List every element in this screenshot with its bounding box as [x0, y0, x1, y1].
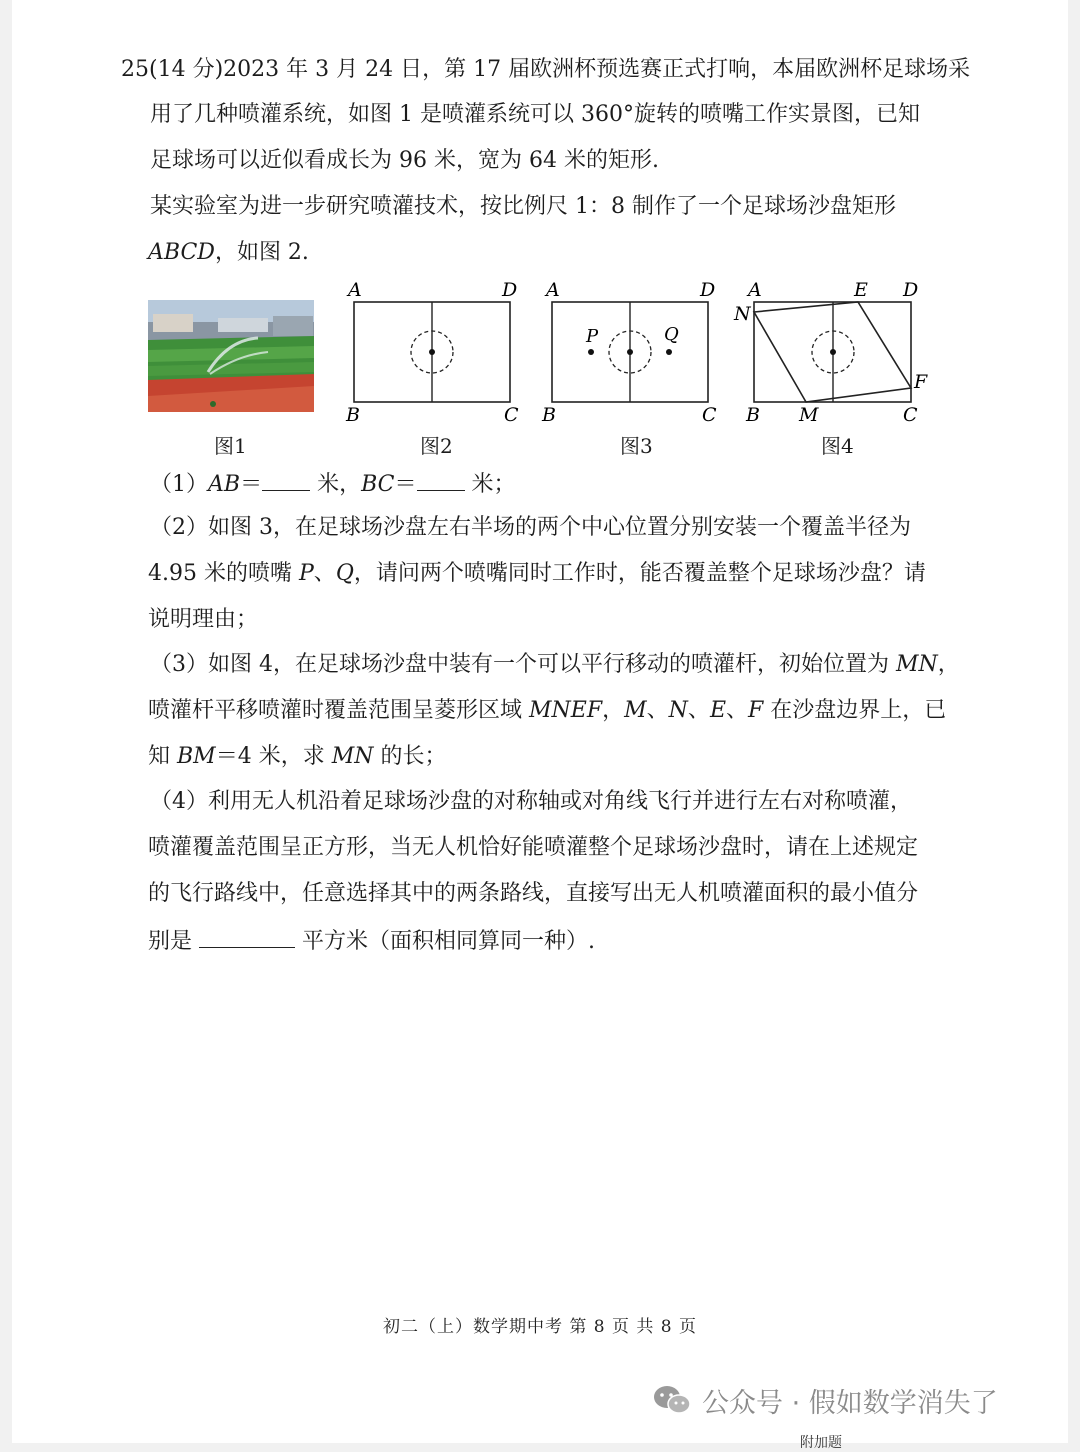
fig3-point-q [666, 349, 672, 355]
q1-bc-answer-blank[interactable] [417, 468, 465, 491]
q4-line-2: 喷灌覆盖范围呈正方形，当无人机恰好能喷灌整个足球场沙盘时，请在上述规定 [148, 835, 919, 860]
q1-bc: BC [361, 472, 395, 497]
bottom-fragment: 附加题 [800, 1435, 842, 1451]
fig3-label-a: A [546, 279, 560, 301]
fig4-label-d: D [903, 279, 919, 301]
problem-line-1: 25(14 分)2023 年 3 月 24 日，第 17 届欧洲杯预选赛正式打响，本届欧洲杯足球场采 [121, 57, 971, 82]
q3-line-1-b: ， [937, 652, 960, 677]
q4-answer-blank[interactable] [199, 925, 295, 948]
q3-mn: MN [895, 652, 938, 677]
q3-bm: BM [177, 744, 216, 769]
fig3-point-p [588, 349, 594, 355]
fig4-label-b: B [746, 404, 760, 426]
q1-eq1: ＝ [240, 472, 263, 497]
problem-line-5 [148, 238, 309, 268]
fig4-label-n: N [734, 303, 751, 325]
figure-3 [538, 276, 728, 426]
q2-line-2-a: 4.95 米的喷嘴 [148, 561, 299, 586]
q3-line-3 [148, 742, 446, 772]
q3-line-2-a: 喷灌杆平移喷灌时覆盖范围呈菱形区域 [148, 698, 529, 723]
figure-3-caption: 图3 [620, 434, 653, 458]
watermark [652, 1380, 998, 1420]
fig2-center-dot [429, 349, 435, 355]
wechat-icon [652, 1384, 692, 1416]
q1-unit1: 米， [310, 472, 362, 497]
q4-line-4 [148, 925, 595, 957]
q2-sep: 、 [313, 561, 336, 586]
q2-line-1: （2）如图 3，在足球场沙盘左右半场的两个中心位置分别安装一个覆盖半径为 [150, 515, 911, 540]
figure-2 [340, 276, 530, 426]
q2-point-p: P [298, 561, 314, 586]
q3-sep2: 、 [687, 698, 710, 723]
q3-mnef: MNEF [529, 698, 603, 723]
q1-eq2: ＝ [394, 472, 417, 497]
question-1-line [150, 468, 516, 500]
fig2-label-a: A [348, 279, 362, 301]
q3-line-2 [148, 696, 946, 726]
fig2-label-c: C [504, 404, 519, 426]
figure-1-photo [148, 300, 314, 412]
q4-line-3: 的飞行路线中，任意选择其中的两条路线，直接写出无人机喷灌面积的最小值分 [148, 881, 919, 906]
q4-line-4-b: 平方米（面积相同算同一种）. [295, 929, 595, 954]
q2-line-2-c: ，请问两个喷嘴同时工作时，能否覆盖整个足球场沙盘？请 [353, 561, 926, 586]
q2-point-q: Q [335, 561, 354, 586]
fig3-label-c: C [702, 404, 717, 426]
fig4-center-dot [830, 349, 836, 355]
q3-line-1-a: （3）如图 4，在足球场沙盘中装有一个可以平行移动的喷灌杆，初始位置为 [150, 652, 896, 677]
q3-line-3-c: 的长； [373, 744, 447, 769]
q1-unit2: 米； [464, 472, 516, 497]
fig2-label-b: B [346, 404, 360, 426]
fig3-label-p: P [586, 326, 599, 347]
q2-line-3: 说明理由； [148, 607, 259, 632]
fig4-label-f: F [914, 371, 928, 393]
q1-ab-answer-blank[interactable] [262, 468, 310, 491]
q3-line-1 [150, 650, 960, 680]
fig3-label-q: Q [664, 324, 679, 345]
problem-line-2: 用了几种喷灌系统，如图 1 是喷灌系统可以 360°旋转的喷嘴工作实景图，已知 [150, 102, 920, 127]
q1-number: （1） [150, 472, 208, 497]
fig4-label-e: E [854, 279, 868, 301]
q4-line-1: （4）利用无人机沿着足球场沙盘的对称轴或对角线飞行并进行左右对称喷灌， [150, 789, 912, 814]
figure-4-caption: 图4 [821, 434, 854, 458]
q3-line-2-g: 在沙盘边界上，已 [763, 698, 947, 723]
watermark-text: 公众号 · 假如数学消失了 [702, 1387, 998, 1419]
fig3-label-b: B [542, 404, 556, 426]
q3-line-3-a: 知 [148, 744, 177, 769]
q3-pt-e: E [709, 698, 726, 723]
q3-comma: ， [602, 698, 625, 723]
q1-ab: AB [208, 472, 241, 497]
q3-sep3: 、 [726, 698, 749, 723]
page-footer: 初二（上）数学期中考 第 8 页 共 8 页 [382, 1317, 698, 1337]
q3-sep1: 、 [646, 698, 669, 723]
problem-line-4: 某实验室为进一步研究喷灌技术，按比例尺 1：8 制作了一个足球场沙盘矩形 [150, 194, 896, 219]
q3-mn-2: MN [331, 744, 374, 769]
fig3-label-d: D [700, 279, 716, 301]
q4-line-4-a: 别是 [148, 929, 199, 954]
fig4-label-m: M [799, 404, 819, 426]
stadium-sprinkler-photo [148, 300, 314, 412]
q3-line-3-b: ＝4 米，求 [215, 744, 332, 769]
fig4-label-c: C [903, 404, 918, 426]
q3-pt-n: N [668, 698, 688, 723]
q3-pt-f: F [748, 698, 764, 723]
figure-4 [730, 276, 930, 426]
fig2-label-d: D [502, 279, 518, 301]
q3-pt-m: M [624, 698, 647, 723]
problem-line-5-rest: ，如图 2. [214, 240, 309, 265]
figure-1-caption: 图1 [214, 434, 247, 458]
q2-line-2 [148, 559, 926, 589]
problem-line-3: 足球场可以近似看成长为 96 米，宽为 64 米的矩形. [150, 148, 659, 173]
rect-name: ABCD [148, 240, 215, 265]
fig3-center-dot [627, 349, 633, 355]
figure-2-caption: 图2 [420, 434, 453, 458]
fig4-label-a: A [748, 279, 762, 301]
